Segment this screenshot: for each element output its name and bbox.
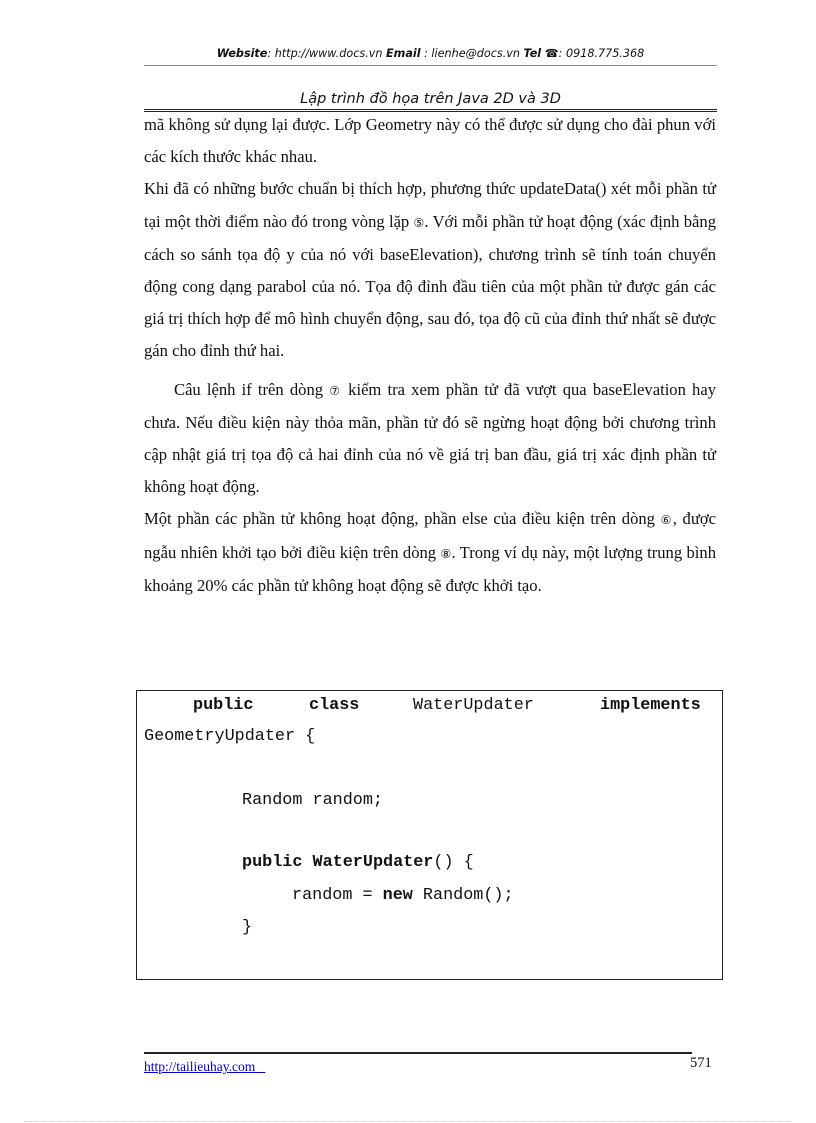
paragraph-3-text-b: kiểm tra xem phần tử đã vượt qua baseElevation hay chưa. Nếu điều kiện này thỏa mãn, phần tử đó sẽ ngừng hoạt động bởi chương trình cập nhật giá trị tọa độ cả hai đỉnh của nó về giá trị ban đầu, giá trị xác định phần tử không hoạt động. <box>144 379 717 497</box>
email-label: Email <box>386 47 421 60</box>
line-marker-5: ⑤ <box>413 215 425 230</box>
paragraph-4-text-b: , được ngẫu nhiên khởi tạo bởi điều kiện trên dòng <box>144 509 716 562</box>
email-address[interactable]: : lienhe@docs.vn <box>420 47 524 60</box>
paragraph-4-text-c: . Trong ví dụ này, một lượng trung bình khoảng 20% các phần tử không hoạt động sẽ được khởi tạo. <box>144 542 717 595</box>
paragraph-2-text-a: Khi đã có những bước chuẩn bị thích hợp, phương thức updateData() xét mỗi phần tử tại một thời điểm nào đó trong vòng lặp <box>144 179 716 231</box>
paragraph-3 <box>144 374 716 504</box>
website-url[interactable]: : http://www.docs.vn <box>267 47 387 60</box>
code-keyword-public-2: public <box>242 853 303 872</box>
page-header-contact <box>144 47 717 66</box>
code-assign-left: random = <box>292 886 383 905</box>
code-keyword-new: new <box>382 886 413 905</box>
footer-link[interactable]: http://tailieuhay.com <box>144 1059 266 1074</box>
paragraph-3-text-a: Câu lệnh if trên dòng <box>174 379 330 399</box>
code-line-interface: GeometryUpdater { <box>144 727 316 746</box>
line-marker-6: ⑥ <box>660 513 673 528</box>
document-body <box>144 109 716 602</box>
code-assign-right: Random(); <box>412 886 514 905</box>
code-line-constructor <box>242 853 474 872</box>
tel-label: Tel <box>523 47 542 60</box>
paragraph-2 <box>144 173 716 367</box>
phone-icon: ☎ <box>544 47 559 60</box>
code-keyword-class: class <box>309 696 360 715</box>
tel-number: : 0918.775.368 <box>558 47 645 60</box>
page-bottom-border <box>24 1121 792 1122</box>
paragraph-4 <box>144 503 716 602</box>
line-marker-8: ⑧ <box>440 546 452 561</box>
code-line-field: Random random; <box>242 791 383 810</box>
book-title: Lập trình đồ họa trên Java 2D và 3D <box>144 89 717 112</box>
line-marker-7: ⑦ <box>329 383 342 398</box>
code-listing <box>136 690 723 980</box>
code-line-assignment <box>292 886 514 905</box>
paragraph-1: mã không sử dụng lại được. Lớp Geometry này có thể được sử dụng cho đài phun với các kích thước khác nhau. <box>144 115 716 167</box>
paragraph-2-text-b: . Với mỗi phần tử hoạt động (xác định bằng cách so sánh tọa độ y của nó với baseElevation), chương trình sẽ tính toán chuyển động cong dạng parabol của nó. Tọa độ đỉnh đầu tiên của một phần tử được gán các giá trị thích hợp để mô hình chuyển động, sau đó, tọa độ cũ của đỉnh thứ nhất sẽ được gán cho đỉnh thứ hai. <box>144 211 717 361</box>
code-constructor-name: WaterUpdater <box>312 853 434 872</box>
footer-divider <box>144 1052 692 1054</box>
code-line-close-brace: } <box>242 918 253 937</box>
code-constructor-parens: () { <box>433 853 474 872</box>
page-number: 571 <box>690 1055 712 1071</box>
code-keyword-public: public <box>193 696 254 715</box>
code-keyword-implements: implements <box>600 696 701 715</box>
code-class-name: WaterUpdater <box>413 696 534 715</box>
website-label: Website <box>216 47 268 60</box>
paragraph-4-text-a: Một phần các phần tử không hoạt động, phần else của điều kiện trên dòng <box>144 509 661 529</box>
